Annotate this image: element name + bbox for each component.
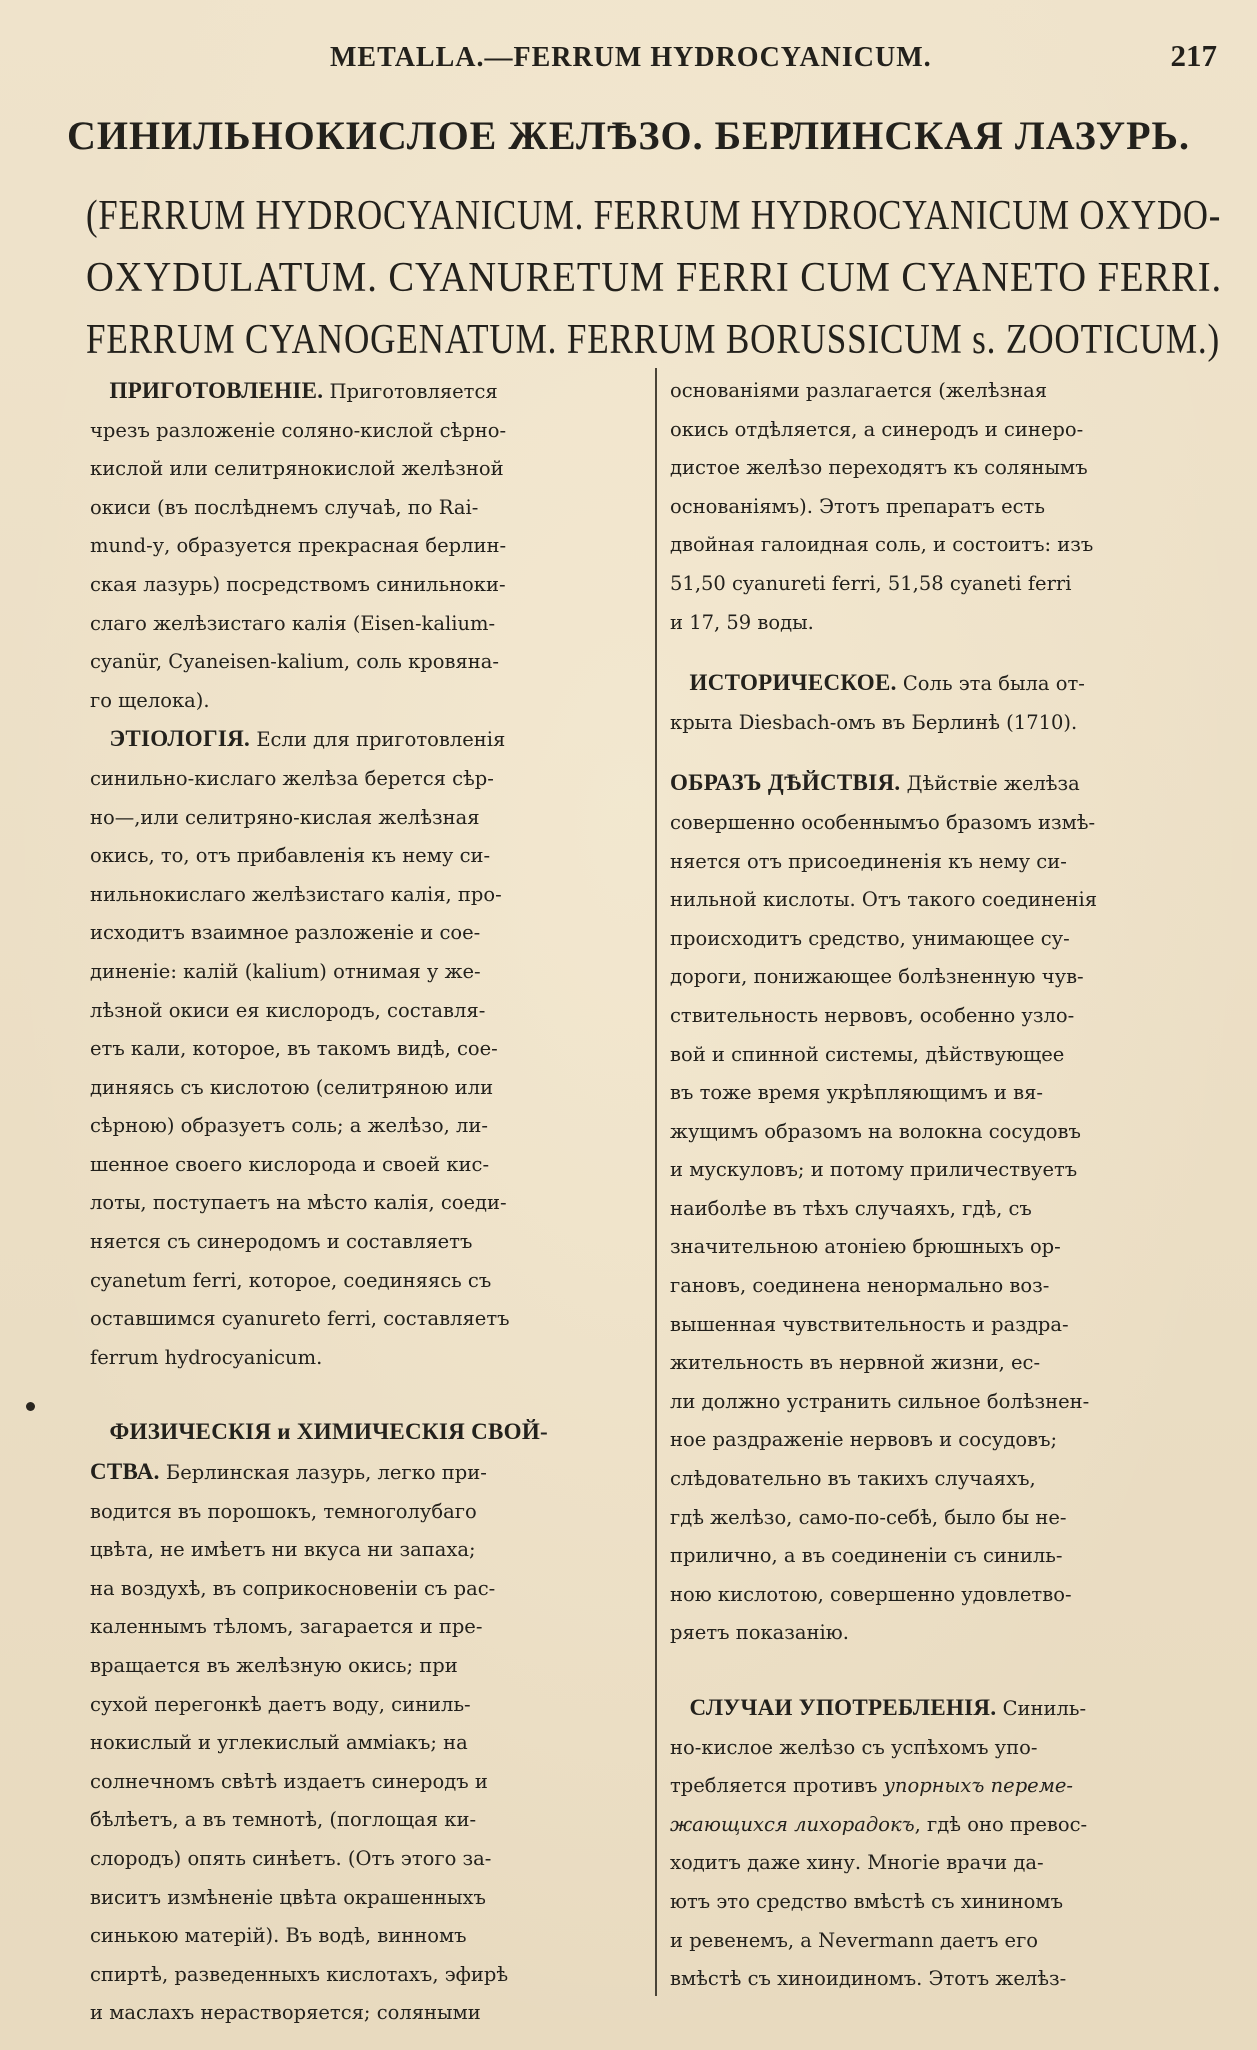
text-line: въ тоже время укрѣпляющимъ и вя-: [670, 1081, 1043, 1105]
text-line: происходитъ средство, унимающее су-: [670, 926, 1070, 950]
text-line: ская лазурь) посредствомъ синильноки-: [90, 572, 506, 596]
text-run: Соль эта была от-: [902, 672, 1085, 696]
section-heading: ИСТОРИЧЕСКОЕ.: [689, 670, 897, 696]
text-line: ное раздраженіе нервовъ и сосудовъ;: [670, 1428, 1058, 1452]
text-line: слаго желѣзистаго калія (Eisen-kalium-: [90, 611, 496, 635]
text-line: исходитъ взаимное разложеніе и сое-: [90, 921, 481, 945]
text-line: нокислый и углекислый аммiакъ; на: [90, 1731, 468, 1755]
text-line: крыта Diesbach-омъ въ Берлинѣ (1710).: [670, 710, 1078, 734]
text-line: жущимъ образомъ на волокна сосудовъ: [670, 1119, 1081, 1143]
text-line: [670, 664, 1222, 704]
text-line: окись, то, отъ прибавленія къ нему си-: [90, 844, 491, 868]
section-action: [670, 764, 1222, 1653]
text-run: Синиль-: [996, 1697, 1087, 1720]
section-heading: ФИЗИЧЕСКІЯ и ХИМИЧЕСКІЯ СВОЙ-: [109, 1419, 549, 1445]
page-number: 217: [1170, 38, 1217, 73]
latin-synonyms-line: FERRUM CYANOGENATUM. FERRUM BORUSSICUM s. ZOOTICUM.): [86, 317, 1221, 363]
italic-run: упорныхъ переме-: [883, 1774, 1074, 1798]
latin-synonyms-line: (FERRUM HYDROCYANICUM. FERRUM HYDROCYANICUM OXYDO-: [86, 193, 1222, 239]
right-column: [670, 372, 1222, 1999]
text-run: Дѣйствіе желѣза: [906, 772, 1080, 796]
text-line: слородъ) опять синѣетъ. (Отъ этого за-: [90, 1846, 492, 1870]
text-run: Берлинская лазурь, легко при-: [159, 1461, 487, 1485]
text-line: етъ кали, которое, въ такомъ видѣ, сое-: [90, 1037, 498, 1061]
text-line: [90, 1413, 630, 1453]
text-line: солнечномъ свѣтѣ издаетъ синеродъ и: [90, 1769, 488, 1793]
running-head: [0, 38, 1257, 82]
text-line: каленнымъ тѣломъ, загарается и пре-: [90, 1615, 483, 1639]
text-line: и маслахъ нерастворяется; соляными: [90, 2001, 481, 2025]
text-line: водится въ порошокъ, темноголубаго: [90, 1499, 477, 1523]
section-etiology: [90, 720, 630, 1377]
text-line: [90, 372, 630, 412]
text-line: вращается въ желѣзную окись; при: [90, 1654, 458, 1677]
text-line: прилично, а въ соединеніи съ синиль-: [670, 1544, 1063, 1568]
text-line: но—,или селитряно-кислая желѣзная: [90, 805, 480, 829]
text-line: [670, 1689, 1222, 1729]
section-heading: ЭТІОЛОГІЯ.: [109, 726, 251, 752]
text-line: го щелока).: [90, 688, 210, 712]
text-line: синькою матерій). Въ водѣ, винномъ: [90, 1924, 467, 1948]
text-line: вой и спинной системы, дѣйствующее: [670, 1042, 1065, 1066]
text-line: ною кислотою, совершенно удовлетво-: [670, 1582, 1072, 1606]
text-line: ferrum hydrocyanicum.: [90, 1345, 323, 1369]
latin-synonyms: [86, 185, 1221, 371]
text-line: окиси (въ послѣднемъ случаѣ, по Rai-: [90, 495, 479, 519]
text-run: требляется противъ: [670, 1774, 884, 1798]
section-heading: ОБРАЗЪ ДѢЙСТВІЯ.: [670, 770, 901, 796]
margin-dot: [26, 1402, 35, 1411]
text-line: [90, 1453, 630, 1493]
text-line: и 17, 59 воды.: [670, 610, 814, 634]
text-line: ли должно устранить сильное болѣзнен-: [670, 1389, 1090, 1413]
text-line: диненіе: калій (kalium) отнимая у же-: [90, 959, 481, 983]
text-line: и ревенемъ, а Nevermann даетъ его: [670, 1928, 1039, 1952]
text-line: дистое желѣзо переходятъ къ солянымъ: [670, 456, 1088, 480]
text-line: ствительность нервовъ, особенно узло-: [670, 1003, 1075, 1027]
text-line: значительною атоніею брюшныхъ ор-: [670, 1235, 1061, 1259]
text-line: сухой перегонкѣ даетъ воду, синиль-: [90, 1692, 471, 1716]
text-line: 51,50 cyanureti ferri, 51,58 cyaneti ferri: [670, 571, 1072, 595]
text-line: но-кислое желѣзо съ успѣхомъ упо-: [670, 1735, 1038, 1759]
section-properties: [90, 1413, 630, 2033]
column-divider: [655, 368, 657, 1996]
section-historical: [670, 664, 1222, 742]
left-column: [90, 372, 630, 2033]
section-uses: [670, 1689, 1222, 1999]
text-line: основаніямъ). Этотъ препаратъ есть: [670, 494, 1045, 518]
text-line: бѣлѣетъ, а въ темнотѣ, (поглощая ки-: [90, 1808, 477, 1832]
latin-synonyms-line: OXYDULATUM. CYANURETUM FERRI CUM CYANETO FERRI.: [86, 255, 1223, 301]
section-heading: СЛУЧАИ УПОТРЕБЛЕНІЯ.: [689, 1695, 997, 1720]
section-heading-end: СТВА.: [90, 1459, 160, 1485]
text-line: няется отъ присоединенія къ нему си-: [670, 849, 1067, 873]
text-line: диняясь съ кислотою (селитряною или: [90, 1075, 494, 1099]
article-title: СИНИЛЬНОКИСЛОЕ ЖЕЛѢЗО. БЕРЛИНСКАЯ ЛАЗУРЬ.: [67, 113, 1190, 158]
text-line: лѣзной окиси ея кислородъ, составля-: [90, 998, 486, 1022]
text-line: на воздухѣ, въ соприкосновеніи съ рас-: [90, 1576, 496, 1600]
text-line: cyanetum ferri, которое, соединяясь съ: [90, 1268, 492, 1292]
text-line: mund-у, образуется прекрасная берлин-: [90, 534, 507, 558]
text-line: [670, 1767, 1222, 1806]
properties-continuation: [670, 372, 1222, 642]
text-line: няется съ синеродомъ и составляетъ: [90, 1230, 473, 1254]
text-line: сѣрною) образуетъ соль; а желѣзо, ли-: [90, 1114, 488, 1138]
text-line: гдѣ желѣзо, само-по-себѣ, было бы не-: [670, 1505, 1067, 1529]
text-line: наиболѣе въ тѣхъ случаяхъ, гдѣ, съ: [670, 1196, 1032, 1220]
text-line: синильно-кислаго желѣза берется сѣр-: [90, 766, 494, 790]
text-line: дороги, понижающее болѣзненную чув-: [670, 965, 1084, 989]
text-line: вышенная чувствительность и раздра-: [670, 1312, 1069, 1336]
text-run: Приготовляется: [329, 380, 498, 403]
text-line: лоты, поступаетъ на мѣсто калія, соеди-: [90, 1191, 507, 1215]
text-line: вмѣстѣ съ хиноидиномъ. Этотъ желѣз-: [670, 1967, 1067, 1991]
text-line: спиртѣ, разведенныхъ кислотахъ, эфирѣ: [90, 1962, 509, 1986]
text-line: цвѣта, не имѣетъ ни вкуса ни запаха;: [90, 1538, 476, 1562]
running-title: METALLA.—FERRUM HYDROCYANICUM.: [330, 42, 932, 73]
text-line: ряетъ показанію.: [670, 1621, 849, 1645]
text-line: чрезъ разложеніе соляно-кислой сѣрно-: [90, 418, 507, 442]
text-run: Если для приготовленія: [256, 728, 506, 752]
text-line: гановъ, соединена ненормально воз-: [670, 1274, 1050, 1298]
text-line: [670, 764, 1222, 804]
section-heading: ПРИГОТОВЛЕНІЕ.: [109, 378, 324, 403]
text-line: окись отдѣляется, а синеродъ и синеро-: [670, 417, 1084, 441]
text-line: основаніями разлагается (желѣзная: [670, 379, 1048, 402]
text-line: двойная галоидная соль, и состоитъ: изъ: [670, 533, 1094, 557]
text-line: ютъ это средство вмѣстѣ съ хининомъ: [670, 1889, 1063, 1913]
italic-run: жающихся лихорадокъ: [670, 1812, 915, 1836]
text-line: оставшимся cyanureto ferri, составляетъ: [90, 1307, 510, 1331]
text-line: жительность въ нервной жизни, ес-: [670, 1351, 1041, 1375]
text-line: [90, 720, 630, 760]
text-line: ходитъ даже хину. Многіе врачи да-: [670, 1851, 1044, 1875]
text-line: кислой или селитрянокислой желѣзной: [90, 457, 504, 481]
text-line: совершенно особеннымъо бразомъ измѣ-: [670, 810, 1096, 834]
text-line: шенное своего кислорода и своей кис-: [90, 1152, 490, 1176]
text-line: слѣдовательно въ такихъ случаяхъ,: [670, 1467, 1036, 1491]
text-line: нильной кислоты. Отъ такого соединенія: [670, 888, 1098, 912]
text-line: виситъ измѣненіе цвѣта окрашенныхъ: [90, 1885, 486, 1909]
text-line: cyanür, Cyaneisen-kalium, соль кровяна-: [90, 650, 499, 674]
text-run: , гдѣ оно превос-: [914, 1812, 1088, 1836]
text-line: [670, 1806, 1222, 1845]
section-preparation: [90, 372, 630, 720]
text-line: и мускуловъ; и потому приличествуетъ: [670, 1158, 1078, 1182]
text-line: нильнокислаго желѣзистаго калія, про-: [90, 882, 502, 906]
